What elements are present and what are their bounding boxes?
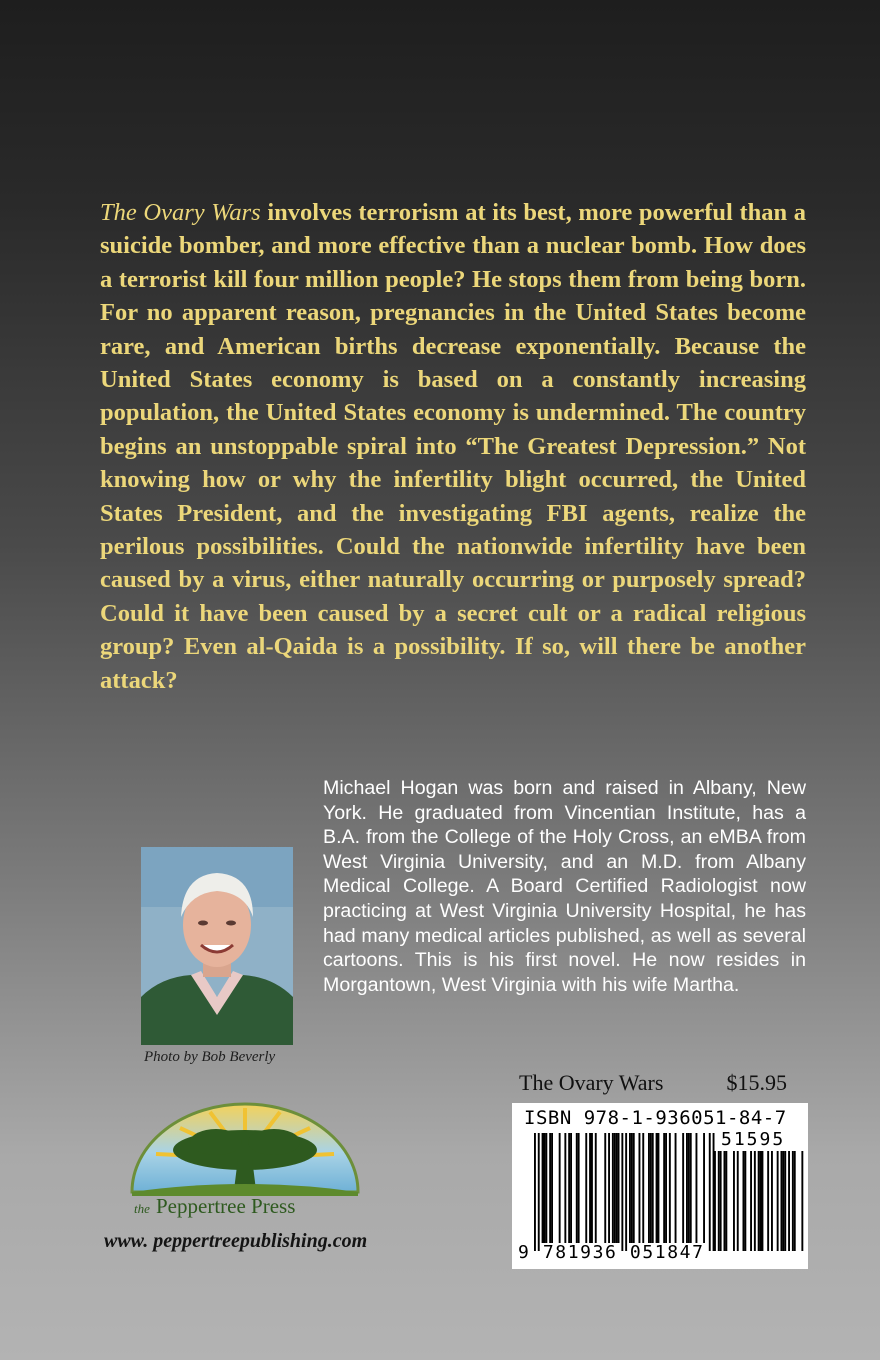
addon-bar	[718, 1151, 720, 1251]
book-price: $15.95	[726, 1070, 787, 1095]
title-price-row	[519, 1070, 787, 1096]
addon-bar	[744, 1151, 746, 1251]
addon-bar	[737, 1151, 739, 1251]
addon-bar	[760, 1151, 762, 1251]
addon-bar	[743, 1151, 745, 1251]
ean-digits: 9 781936 051847	[518, 1242, 705, 1263]
isbn-barcode	[512, 1103, 808, 1269]
addon-bar	[788, 1151, 790, 1251]
addon-bar	[792, 1151, 794, 1251]
addon-bar	[750, 1151, 752, 1251]
addon-bar	[758, 1151, 760, 1251]
addon-bar	[784, 1151, 786, 1251]
isbn-label: ISBN 978-1-936051-84-7	[524, 1107, 787, 1129]
back-cover-blurb	[100, 196, 806, 697]
publisher-website: www. peppertreepublishing.com	[104, 1230, 368, 1252]
addon-bar	[782, 1151, 784, 1251]
addon-bar	[777, 1151, 779, 1251]
author-bio	[140, 776, 806, 997]
addon-bar	[714, 1151, 716, 1251]
photo-credit: Photo by Bob Beverly	[144, 1049, 276, 1065]
logo-prefix: the	[134, 1201, 150, 1216]
addon-bar	[720, 1151, 722, 1251]
addon-bar	[733, 1151, 735, 1251]
book-title-label: The Ovary Wars	[519, 1070, 664, 1095]
price-code: 51595	[721, 1129, 786, 1150]
addon-bar	[781, 1151, 783, 1251]
book-title-inline: The Ovary Wars	[100, 199, 261, 226]
addon-bar	[724, 1151, 726, 1251]
author-bio-text: Michael Hogan was born and raised in Albany, New York. He graduated from Vincentian Institute, has a B.A. from the College of the Holy Cross, an eMBA from West Virginia University, and an M.D. from Albany Medical College. A Board Certified Radiologist now practicing at West Virginia University Hospital, he has had many medical articles published, as well as several cartoons. This is his first novel. He now resides in Morgantown, West Virginia with his wife Martha.	[323, 777, 806, 996]
addon-bar	[725, 1151, 727, 1251]
addon-bar	[754, 1151, 756, 1251]
blurb-text: involves terrorism at its best, more powerful than a suicide bomber, and more effective than a nuclear bomb. How does a terrorist kill four million people? He stops them from being born. For no apparent reason, pregnancies in the United States become rare, and American births decrease exponentially. Because the United States economy is based on a constantly increasing population, the United States economy is undermined. The country begins an unstoppable spiral into “The Greatest Depression.” Not knowing how or why the infertility blight occurred, the United States President, and the investigating FBI agents, realize the perilous possibilities. Could the nationwide infertility have been caused by a virus, either naturally occurring or purposely spread? Could it have been caused by a secret cult or a radical religious group? Even al-Qaida is a possibility. If so, will there be another attack?	[100, 199, 806, 694]
addon-bar	[794, 1151, 796, 1251]
addon-bar	[771, 1151, 773, 1251]
peppertree-press-logo	[128, 1098, 362, 1222]
addon-bar	[801, 1151, 803, 1251]
addon-bar	[762, 1151, 764, 1251]
publisher-name: Peppertree Press	[156, 1194, 296, 1218]
addon-bar	[767, 1151, 769, 1251]
